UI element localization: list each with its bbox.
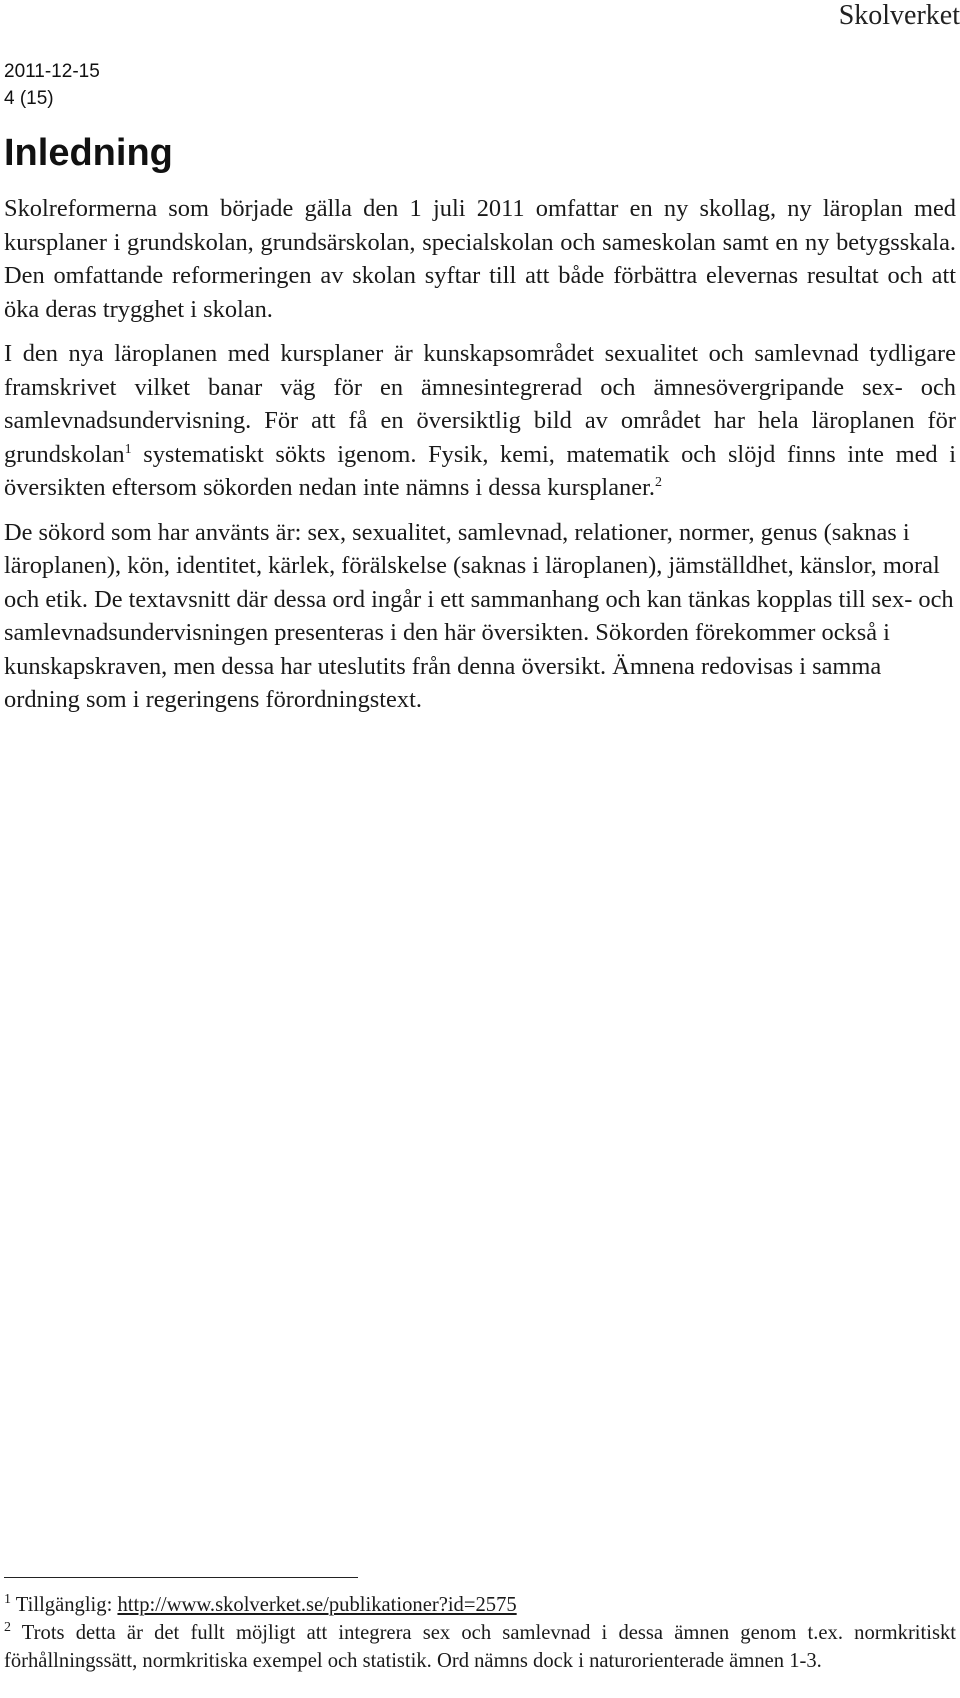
- footnote-ref-1: 1: [124, 441, 132, 457]
- document-date: 2011-12-15: [4, 61, 100, 82]
- footnote-1-link[interactable]: http://www.skolverket.se/publikationer?id=2575: [117, 1594, 517, 1616]
- footnote-2: [4, 1619, 956, 1675]
- footnote-2-number: 2: [4, 1620, 11, 1636]
- paragraph-curriculum-text-a: I den nya läroplanen med kursplaner är kunskapsområdet sexualitet och samlevnad tydligare framskrivet vilket banar väg för en ämnesintegrerad och ämnesövergripande sex- och samlevnadsundervisning. För att få en översiktlig bild av området har hela läroplanen för grundskolan: [4, 340, 956, 468]
- paragraph-intro: Skolreformerna som började gälla den 1 juli 2011 omfattar en ny skollag, ny läroplan med kursplaner i grundskolan, grundsärskolan, specialskolan och sameskolan samt en ny betygsskala. Den omfattande reformeringen av skolan syftar till att både förbättra elevernas resultat och att öka deras trygghet i skolan.: [4, 195, 956, 323]
- page-title: Inledning: [4, 132, 173, 174]
- footnotes: [4, 1591, 956, 1675]
- body-text: [4, 192, 956, 728]
- footnote-1-number: 1: [4, 1592, 11, 1608]
- document-meta: [4, 58, 100, 112]
- footnote-divider: [4, 1577, 358, 1578]
- footnote-ref-2: 2: [654, 474, 662, 490]
- footnote-1: [4, 1591, 956, 1619]
- footnote-1-text: Tillgänglig:: [11, 1594, 118, 1616]
- paragraph-curriculum-text-b: systematiskt sökts igenom. Fysik, kemi, matematik och slöjd finns inte med i översikten eftersom sökorden nedan inte nämns i dessa kursplaner.: [4, 440, 956, 501]
- footnote-2-text: Trots detta är det fullt möjligt att integrera sex och samlevnad i dessa ämnen genom t.ex. normkritiskt förhållningssätt, normkritiska exempel och statistik. Ord nämns dock i naturorienterade ämnen 1-3.: [4, 1622, 956, 1672]
- paragraph-search-terms: De sökord som har använts är: sex, sexualitet, samlevnad, relationer, normer, genus (saknas i läroplanen), kön, identitet, kärlek, förälskelse (saknas i läroplanen), jämställdhet, känslor, moral och etik. De textavsnitt där dessa ord ingår i ett sammanhang och kan tänkas kopplas till sex- och samlevnadsundervisningen presenteras i den här översikten. Sökorden förekommer också i kunskapskraven, men dessa har uteslutits från denna översikt. Ämnena redovisas i samma ordning som i regeringens förordningstext.: [4, 518, 954, 713]
- paragraph-curriculum: [4, 337, 956, 505]
- page-number: 4 (15): [4, 88, 54, 109]
- organization-name: Skolverket: [838, 0, 960, 31]
